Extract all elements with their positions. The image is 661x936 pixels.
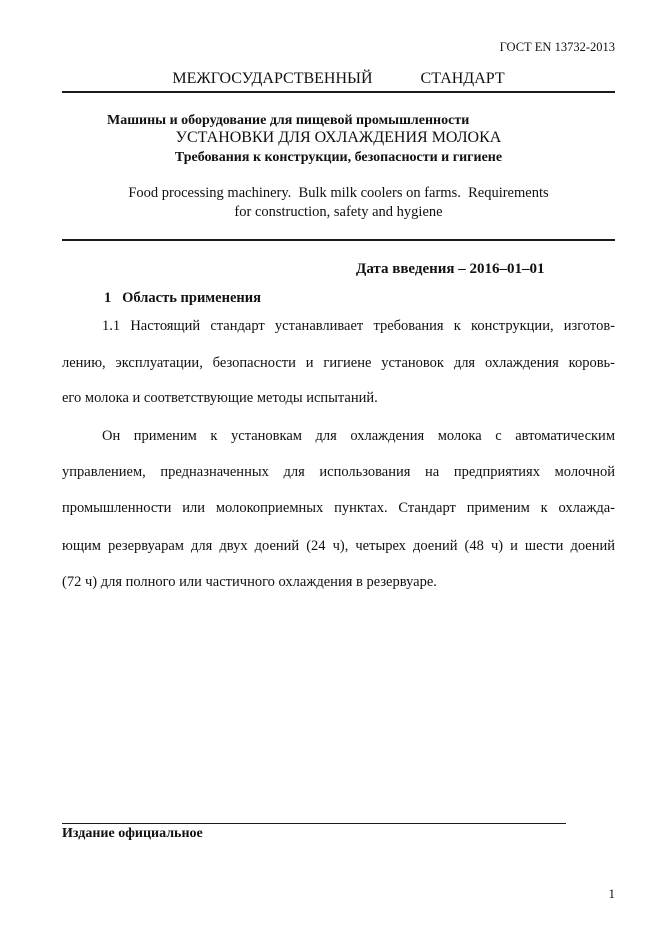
english-title-line-2: for construction, safety and hygiene xyxy=(234,204,443,220)
document-title: УСТАНОВКИ ДЛЯ ОХЛАЖДЕНИЯ МОЛОКА xyxy=(175,129,502,146)
document-subtitle: Требования к конструкции, безопасности и гигиене xyxy=(174,150,503,165)
paragraph-line: управлением, предназначенных для использования на предприятиях молочной xyxy=(62,464,615,480)
interstate-standard-heading: МЕЖГОСУДАРСТВЕННЫЙ СТАНДАРТ xyxy=(172,70,505,87)
page-number: 1 xyxy=(608,886,615,901)
standard-code: ГОСТ EN 13732-2013 xyxy=(499,40,615,54)
english-title-line-1: Food processing machinery. Bulk milk coolers on farms. Requirements xyxy=(128,185,549,201)
title-divider xyxy=(62,239,615,241)
footnote-divider xyxy=(62,823,566,824)
paragraph-line: ющим резервуарам для двух доений (24 ч), четырех доений (48 ч) и шести доений xyxy=(62,538,615,554)
paragraph-line: 1.1 Настоящий стандарт устанавливает требования к конструкции, изготов- xyxy=(102,318,615,334)
section-1-title: 1 Область применения xyxy=(104,290,261,306)
edition-label: Издание официальное xyxy=(62,826,203,841)
title-category: Машины и оборудование для пищевой промышленности xyxy=(107,113,470,128)
introduction-date: Дата введения – 2016–01–01 xyxy=(356,261,545,277)
paragraph-line: Он применим к установкам для охлаждения молока с автоматическим xyxy=(102,428,615,444)
paragraph-line: его молока и соответствующие методы испытаний. xyxy=(62,390,378,406)
paragraph-line: лению, эксплуатации, безопасности и гигиене установок для охлаждения коровь- xyxy=(62,355,615,371)
paragraph-line: (72 ч) для полного или частичного охлаждения в резервуаре. xyxy=(62,574,437,590)
top-divider xyxy=(62,91,615,93)
paragraph-line: промышленности или молокоприемных пунктах. Стандарт применим к охлажда- xyxy=(62,500,615,516)
